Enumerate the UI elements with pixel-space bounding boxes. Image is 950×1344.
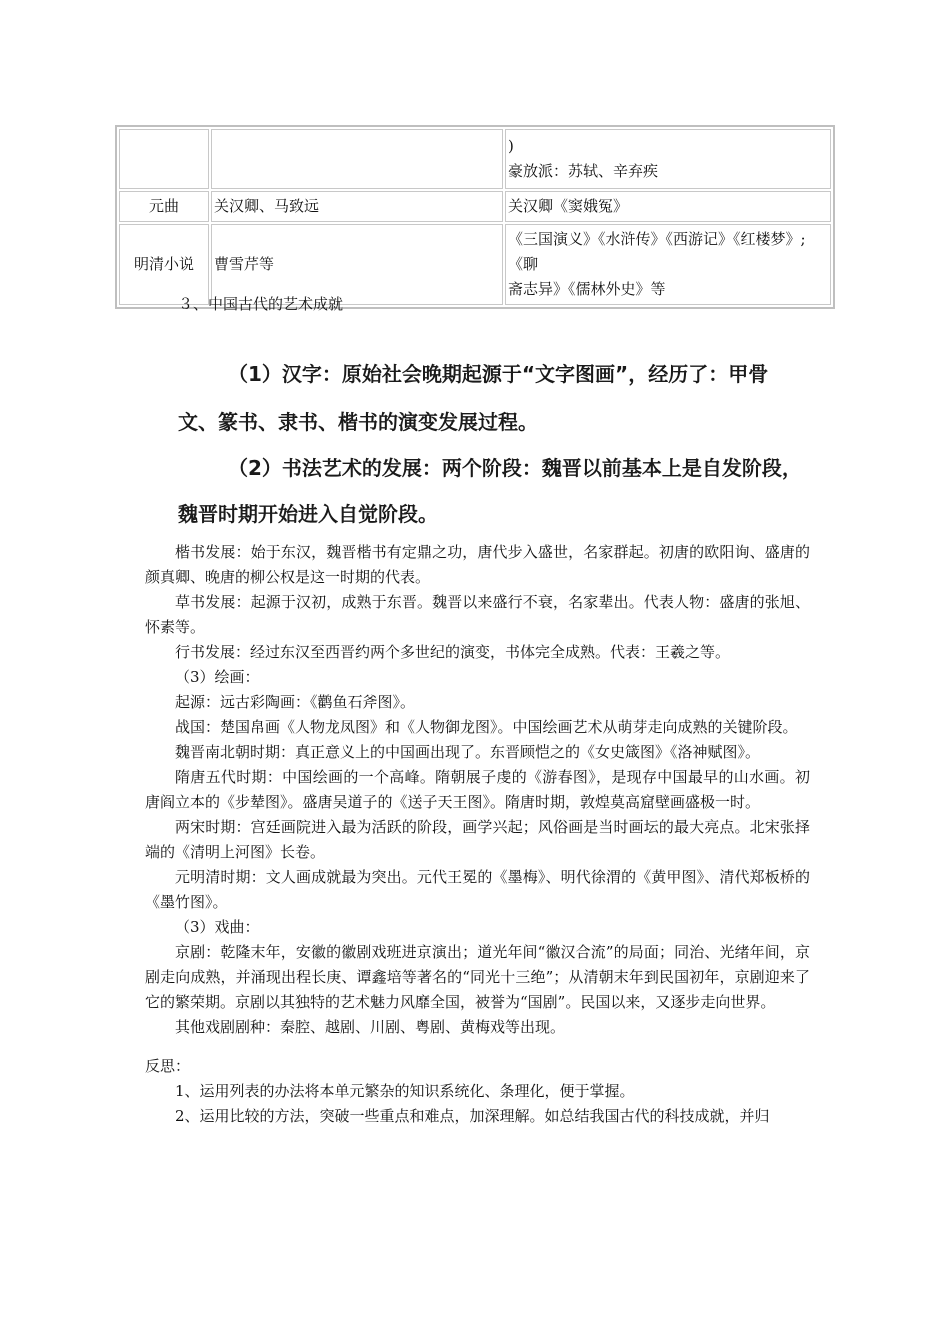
paragraph: 隋唐五代时期：中国绘画的一个高峰。隋朝展子虔的《游春图》，是现存中国最早的山水画。初唐阎立本的《步辇图》。盛唐吴道子的《送子天王图》。隋唐时期，敦煌莫高窟壁画盛极一时。 [145, 768, 810, 811]
paragraph: 两宋时期：宫廷画院进入最为活跃的阶段，画学兴起；风俗画是当时画坛的最大亮点。北宋张择端的《清明上河图》长卷。 [145, 818, 810, 861]
reflection-item: 2、运用比较的方法，突破一些重点和难点，加深理解。如总结我国古代的科技成就，并归 [175, 1107, 770, 1125]
literature-table [115, 125, 835, 309]
paragraph: 战国：楚国帛画《人物龙凤图》和《人物御龙图》。中国绘画艺术从萌芽走向成熟的关键阶段。 [175, 718, 798, 736]
paragraph: （3）戏曲： [175, 918, 260, 936]
table-cell [211, 129, 503, 189]
paragraph: 起源：远古彩陶画：《鹳鱼石斧图》。 [175, 693, 416, 711]
heading-line: 文、篆书、隶书、楷书的演变发展过程。 [178, 410, 538, 434]
reflection-item: 1、运用列表的办法将本单元繁杂的知识系统化、条理化，便于掌握。 [175, 1082, 635, 1100]
heading-line: （1）汉字：原始社会晚期起源于“文字图画”，经历了：甲骨 [228, 362, 769, 386]
cell-line: 关汉卿《窦娥冤》 [508, 197, 629, 215]
paragraph: 其他戏剧剧种：秦腔、越剧、川剧、粤剧、黄梅戏等出现。 [175, 1018, 566, 1036]
heading-line: （2）书法艺术的发展：两个阶段：魏晋以前基本上是自发阶段， [228, 456, 802, 480]
table-cell [119, 129, 209, 189]
table-cell [505, 224, 831, 305]
paragraph: 行书发展：经过东汉至西晋约两个多世纪的演变，书体完全成熟。代表：王羲之等。 [175, 643, 731, 661]
table-cell [505, 191, 831, 222]
table-cell: 明清小说 [119, 224, 209, 305]
paragraph: （3）绘画： [175, 668, 260, 686]
cell-line: 《三国演义》《水浒传》《西游记》《红楼梦》;《聊 [508, 230, 806, 273]
cell-line: ) [508, 137, 514, 155]
table-cell [505, 129, 831, 189]
table-cell: 关汉卿、马致远 [211, 191, 503, 222]
body-text [145, 540, 810, 1129]
paragraph: 魏晋南北朝时期：真正意义上的中国画出现了。东晋顾恺之的《女史箴图》《洛神赋图》。 [175, 743, 761, 761]
table-cell: 曹雪芹等 [211, 224, 503, 305]
paragraph: 京剧：乾隆末年，安徽的徽剧戏班进京演出；道光年间“徽汉合流”的局面；同治、光绪年间，京剧走向成熟，并涌现出程长庚、谭鑫培等著名的“同光十三绝”；从清朝末年到民国初年，京剧迎来了它的繁荣期。京剧以其独特的艺术魅力风靡全国，被誉为“国剧”。民国以来，又逐步走向世界。 [145, 943, 810, 1011]
paragraph: 楷书发展：始于东汉，魏晋楷书有定鼎之功，唐代步入盛世，名家群起。初唐的欧阳询、盛唐的颜真卿、晚唐的柳公权是这一时期的代表。 [145, 543, 810, 586]
table-cell: 元曲 [119, 191, 209, 222]
heading-line: 魏晋时期开始进入自觉阶段。 [178, 502, 438, 526]
table-row [119, 191, 831, 222]
cell-line: 斋志异》《儒林外史》等 [508, 280, 666, 298]
reflection-title: 反思： [145, 1057, 191, 1075]
paragraph: 元明清时期：文人画成就最为突出。元代王冕的《墨梅》、明代徐渭的《黄甲图》、清代郑板桥的《墨竹图》。 [145, 868, 810, 911]
table-row [119, 129, 831, 189]
section-title: ３、中国古代的艺术成就 [178, 295, 344, 313]
paragraph: 草书发展：起源于汉初，成熟于东晋。魏晋以来盛行不衰，名家辈出。代表人物：盛唐的张旭、怀素等。 [145, 593, 810, 636]
cell-line: 豪放派：苏轼、辛弃疾 [508, 162, 659, 180]
